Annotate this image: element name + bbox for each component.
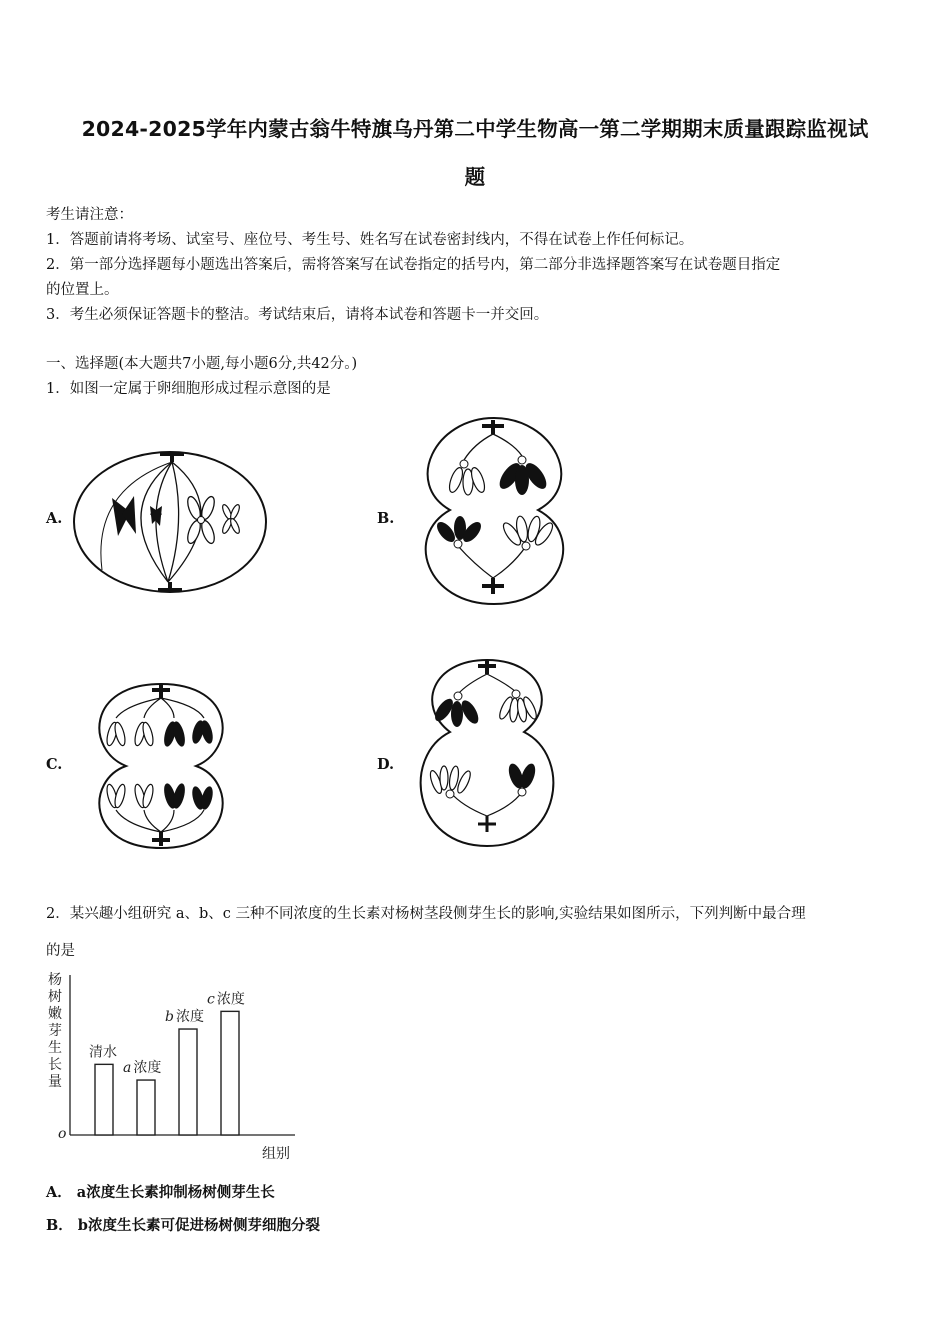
page-title-line2: 题 xyxy=(464,165,486,189)
bar-1 xyxy=(137,1080,155,1135)
bar-3 xyxy=(221,1011,239,1135)
bar-2 xyxy=(179,1029,197,1135)
bar-label-1: a 浓度 xyxy=(123,1060,162,1077)
cell-diagram-c xyxy=(86,680,236,855)
option-c-label: C. xyxy=(46,756,63,773)
cell-diagram-b xyxy=(414,414,574,609)
question-2-stem-cont: 的是 xyxy=(46,943,75,959)
growth-bar-chart xyxy=(40,970,310,1165)
page-title-line1: 2024-2025学年内蒙古翁牛特旗乌丹第二中学生物高一第二学期期末质量跟踪监视试 xyxy=(81,117,869,141)
option-b-label: B. xyxy=(377,510,395,527)
notice-item-1: 1．答题前请将考场、试室号、座位号、考生号、姓名写在试卷密封线内，不得在试卷上作任何标记。 xyxy=(46,232,694,248)
question-2-option-a[interactable]: A． a浓度生长素抑制杨树侧芽生长 xyxy=(46,1184,275,1201)
notice-item-3: 3．考生必须保证答题卡的整洁。考试结束后，请将本试卷和答题卡一并交回。 xyxy=(46,307,549,323)
cell-diagram-d xyxy=(412,656,562,851)
x-axis-label: 组别 xyxy=(262,1146,290,1162)
y-axis-label: 杨树嫩芽生长量 xyxy=(48,972,62,1090)
notice-item-2: 2．第一部分选择题每小题选出答案后，需将答案写在试卷指定的括号内，第二部分非选择题答案写在试卷题目指定 xyxy=(46,257,781,273)
cell-diagram-a xyxy=(72,450,272,600)
question-1-stem: 1．如图一定属于卵细胞形成过程示意图的是 xyxy=(46,381,331,397)
bar-0 xyxy=(95,1064,113,1135)
section-heading: 一、选择题(本大题共7小题,每小题6分,共42分。) xyxy=(46,356,358,372)
question-2-option-b[interactable]: B． b浓度生长素可促进杨树侧芽细胞分裂 xyxy=(46,1217,320,1234)
origin-label: o xyxy=(58,1126,67,1142)
bar-label-2: b 浓度 xyxy=(165,1009,204,1026)
option-a-label: A. xyxy=(46,510,63,527)
notice-item-2-cont: 的位置上。 xyxy=(46,282,119,298)
option-d-label: D. xyxy=(377,756,395,773)
bar-label-3: c 浓度 xyxy=(207,991,245,1008)
question-2-stem: 2．某兴趣小组研究 a、b、c 三种不同浓度的生长素对杨树茎段侧芽生长的影响,实验结果如图所示，下列判断中最合理 xyxy=(46,906,806,922)
bar-label-0: 清水 xyxy=(89,1044,117,1061)
notice-heading: 考生请注意： xyxy=(46,207,133,223)
